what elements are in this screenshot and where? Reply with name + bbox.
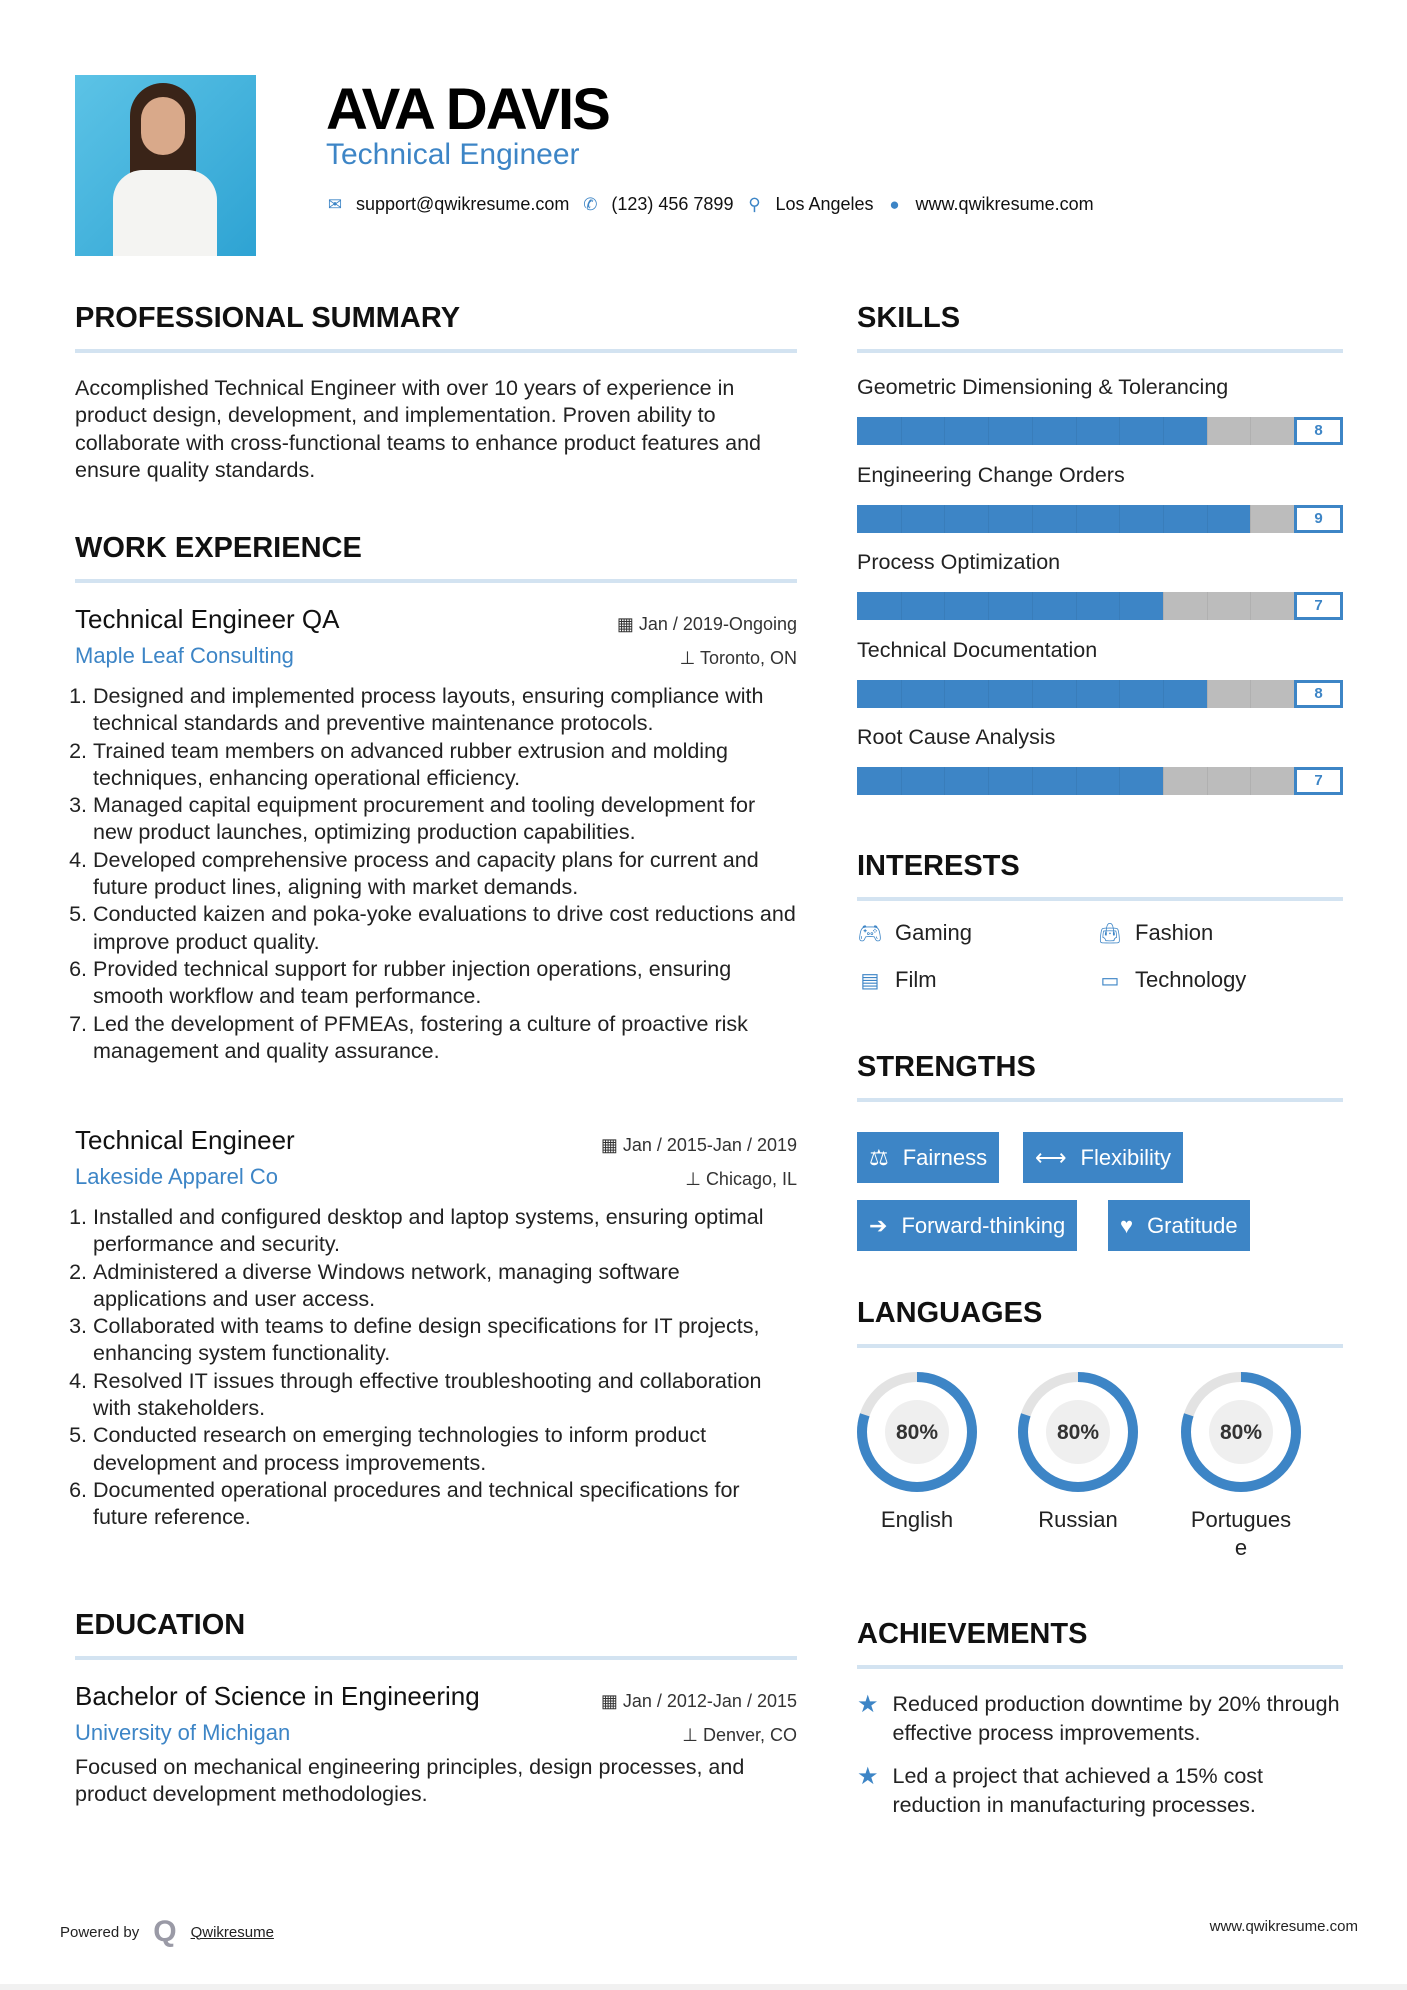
date-text: Jan / 2012-Jan / 2015 bbox=[622, 1691, 797, 1711]
skill-segment bbox=[1163, 417, 1164, 445]
interest-label: Technology bbox=[1135, 967, 1247, 992]
divider bbox=[75, 349, 797, 353]
skill-value: 7 bbox=[1294, 592, 1343, 620]
email[interactable]: support@qwikresume.com bbox=[356, 194, 570, 214]
company-name: Maple Leaf Consulting bbox=[75, 643, 294, 668]
job-location bbox=[680, 648, 797, 669]
skill-segment bbox=[901, 505, 902, 533]
skill-value: 8 bbox=[1294, 680, 1343, 708]
arrows-h-icon: ⟷ bbox=[1035, 1144, 1067, 1170]
pin-icon: ⊥ bbox=[682, 1725, 703, 1745]
skill-bar bbox=[857, 680, 1343, 708]
skill-label: Process Optimization bbox=[857, 550, 1061, 574]
responsibility-item: 5. Conducted research on emerging technologies to inform product development and process improvements. bbox=[93, 1422, 797, 1477]
skill-bar bbox=[857, 767, 1343, 795]
company-name: Lakeside Apparel Co bbox=[75, 1164, 279, 1189]
skill-segment bbox=[988, 417, 989, 445]
balance-scale-icon: ⚖ bbox=[869, 1144, 889, 1170]
responsibility-item: 2. Trained team members on advanced rubber extrusion and molding techniques, enhancing operational efficiency. bbox=[93, 738, 797, 793]
responsibility-item: 2. Administered a diverse Windows network, managing software applications and user access. bbox=[93, 1259, 797, 1314]
map-marker-icon: ⚲ bbox=[748, 194, 761, 214]
film-icon: ▤ bbox=[860, 969, 880, 992]
skill-segment bbox=[1163, 680, 1164, 708]
skill-value: 8 bbox=[1294, 417, 1343, 445]
achievement-item bbox=[857, 1690, 1343, 1748]
skill-segment bbox=[944, 767, 945, 795]
responsibility-item: 3. Managed capital equipment procurement and tooling development for new product launches, optimizing production capabilities. bbox=[93, 792, 797, 847]
language-ring bbox=[855, 1370, 979, 1494]
skill-segment bbox=[1076, 592, 1077, 620]
skill-segment bbox=[988, 680, 989, 708]
skill-segment bbox=[1207, 505, 1208, 533]
section-heading-skills: SKILLS bbox=[857, 302, 961, 334]
skill-label: Root Cause Analysis bbox=[857, 725, 1056, 749]
shopping-bag-icon: 👜︎ bbox=[1097, 922, 1123, 945]
summary-text: Accomplished Technical Engineer with over 10 years of experience in product design, development, and implementation. Proven ability to collaborate with cross-functional teams to enhance product features and ensure quality standards. bbox=[75, 376, 762, 482]
interest-label: Gaming bbox=[895, 920, 973, 945]
divider bbox=[857, 1344, 1343, 1348]
calendar-icon: ▦ bbox=[616, 614, 639, 634]
divider bbox=[857, 897, 1343, 901]
powered-by-text: Powered by bbox=[60, 1923, 140, 1941]
education-location bbox=[682, 1725, 797, 1746]
skill-segment bbox=[1032, 767, 1033, 795]
achievement-text: Reduced production downtime by 20% through effective process improvements. bbox=[892, 1692, 1340, 1745]
location: Los Angeles bbox=[775, 194, 874, 214]
section-heading-achievements: ACHIEVEMENTS bbox=[857, 1618, 1088, 1650]
location-text: Denver, CO bbox=[702, 1725, 797, 1745]
interest-technology bbox=[1097, 967, 1246, 993]
education-description: Focused on mechanical engineering principles, design processes, and product development methodologies. bbox=[75, 1755, 745, 1807]
responsibility-item: 3. Collaborated with teams to define design specifications for IT projects, enhancing system functionality. bbox=[93, 1313, 797, 1368]
brand-link[interactable]: Qwikresume bbox=[190, 1923, 274, 1941]
job-date bbox=[617, 614, 797, 635]
arrow-right-icon: ➔ bbox=[869, 1212, 888, 1238]
skill-segment bbox=[901, 680, 902, 708]
phone: (123) 456 7899 bbox=[611, 194, 734, 214]
skill-segment bbox=[1032, 592, 1033, 620]
skill-segment bbox=[1207, 417, 1208, 445]
section-heading-languages: LANGUAGES bbox=[857, 1297, 1043, 1329]
skill-segment bbox=[1250, 505, 1251, 533]
skill-segment bbox=[1032, 417, 1033, 445]
achievement-text: Led a project that achieved a 15% cost reduction in manufacturing processes. bbox=[892, 1764, 1264, 1817]
divider bbox=[857, 349, 1343, 353]
page-edge bbox=[0, 1984, 1407, 1990]
skill-bar bbox=[857, 505, 1343, 533]
calendar-icon: ▦ bbox=[600, 1691, 623, 1711]
date-text: Jan / 2019-Ongoing bbox=[638, 614, 797, 634]
job-location bbox=[685, 1169, 797, 1190]
language-percent: 80% bbox=[1219, 1421, 1263, 1444]
job-entry bbox=[75, 1125, 797, 1545]
interest-label: Film bbox=[895, 967, 937, 992]
skill-segment bbox=[1207, 680, 1208, 708]
skill-segment bbox=[1076, 505, 1077, 533]
star-icon: ★ bbox=[857, 1763, 879, 1790]
skill-segment bbox=[901, 417, 902, 445]
location-text: Toronto, ON bbox=[699, 648, 797, 668]
skill-label: Engineering Change Orders bbox=[857, 462, 1125, 487]
skill-segment bbox=[1207, 767, 1208, 795]
responsibility-item: 7. Led the development of PFMEAs, fostering a culture of proactive risk management and quality assurance. bbox=[93, 1011, 797, 1066]
degree: Bachelor of Science in Engineering bbox=[75, 1681, 480, 1711]
skill-segment bbox=[1250, 767, 1251, 795]
language-name: Russian bbox=[1038, 1507, 1118, 1532]
envelope-icon: ✉ bbox=[327, 194, 343, 214]
section-heading-interests: INTERESTS bbox=[857, 850, 1020, 882]
skill-segment bbox=[901, 592, 902, 620]
location-text: Chicago, IL bbox=[705, 1169, 797, 1189]
strength-label: Gratitude bbox=[1147, 1212, 1238, 1238]
job-title: Technical Engineer bbox=[75, 1125, 295, 1155]
pin-icon: ⊥ bbox=[679, 648, 700, 668]
pin-icon: ⊥ bbox=[685, 1169, 706, 1189]
divider bbox=[857, 1665, 1343, 1669]
footer-powered-by bbox=[60, 1915, 274, 1949]
divider bbox=[75, 579, 797, 583]
language-item bbox=[847, 1370, 987, 1534]
language-item bbox=[1008, 1370, 1148, 1534]
skill-segment bbox=[1250, 592, 1251, 620]
footer-website[interactable]: www.qwikresume.com bbox=[1209, 1918, 1358, 1935]
skill-segment bbox=[1163, 592, 1164, 620]
education-entry bbox=[75, 1681, 797, 1809]
skill-segment bbox=[1076, 680, 1077, 708]
responsibility-item: 6. Documented operational procedures and technical specifications for future reference. bbox=[93, 1477, 797, 1532]
language-percent: 80% bbox=[1056, 1421, 1100, 1444]
responsibility-list bbox=[75, 1204, 797, 1532]
strength-flexibility bbox=[1023, 1132, 1183, 1183]
strength-fairness bbox=[857, 1132, 999, 1183]
skill-segment bbox=[1032, 505, 1033, 533]
skill-segment bbox=[944, 592, 945, 620]
interest-gaming bbox=[857, 920, 972, 946]
skill-segment bbox=[1119, 417, 1120, 445]
skill-bar bbox=[857, 417, 1343, 445]
strength-label: Forward-thinking bbox=[901, 1212, 1066, 1238]
interest-film bbox=[857, 967, 937, 993]
language-ring bbox=[1016, 1370, 1140, 1494]
skill-segment bbox=[1119, 505, 1120, 533]
language-percent: 80% bbox=[895, 1421, 939, 1444]
strength-forward-thinking bbox=[857, 1200, 1077, 1251]
skill-segment bbox=[988, 767, 989, 795]
skill-segment bbox=[944, 505, 945, 533]
gamepad-icon: 🎮︎ bbox=[857, 922, 883, 945]
skill-segment bbox=[1032, 680, 1033, 708]
responsibility-item: 6. Provided technical support for rubber injection operations, ensuring smooth workflow and team performance. bbox=[93, 956, 797, 1011]
responsibility-item: 5. Conducted kaizen and poka-yoke evaluations to drive cost reductions and improve product quality. bbox=[93, 901, 797, 956]
skill-segment bbox=[1076, 417, 1077, 445]
skill-segment bbox=[988, 505, 989, 533]
job-entry bbox=[75, 604, 797, 1164]
divider bbox=[857, 1098, 1343, 1102]
skill-segment bbox=[988, 592, 989, 620]
interest-label: Fashion bbox=[1135, 920, 1214, 945]
responsibility-list bbox=[75, 683, 797, 1065]
skill-fill bbox=[857, 767, 1163, 795]
responsibility-item: 4. Developed comprehensive process and capacity plans for current and future product lines, aligning with market demands. bbox=[93, 847, 797, 902]
skill-segment bbox=[1163, 505, 1164, 533]
section-heading-summary: PROFESSIONAL SUMMARY bbox=[75, 302, 461, 334]
responsibility-item: 1. Installed and configured desktop and laptop systems, ensuring optimal performance and security. bbox=[93, 1204, 797, 1259]
website[interactable]: www.qwikresume.com bbox=[915, 194, 1094, 214]
section-heading-education: EDUCATION bbox=[75, 1609, 246, 1641]
strength-label: Fairness bbox=[902, 1144, 988, 1170]
skill-segment bbox=[1076, 767, 1077, 795]
language-name: English bbox=[880, 1507, 954, 1532]
skill-fill bbox=[857, 505, 1250, 533]
phone-icon: ✆ bbox=[583, 194, 598, 214]
skill-label: Geometric Dimensioning & Tolerancing bbox=[857, 375, 1229, 399]
achievement-item bbox=[857, 1762, 1343, 1820]
date-text: Jan / 2015-Jan / 2019 bbox=[622, 1135, 797, 1155]
skill-segment bbox=[944, 680, 945, 708]
star-icon: ★ bbox=[857, 1691, 879, 1718]
strength-label: Flexibility bbox=[1080, 1144, 1172, 1170]
language-ring bbox=[1179, 1370, 1303, 1494]
skill-segment bbox=[1250, 680, 1251, 708]
skill-segment bbox=[1119, 767, 1120, 795]
responsibility-item: 1. Designed and implemented process layouts, ensuring compliance with technical standards and preventive maintenance protocols. bbox=[93, 683, 797, 738]
qwikresume-logo-icon: Q bbox=[153, 1915, 177, 1948]
skill-value: 7 bbox=[1294, 767, 1343, 795]
job-title: Technical Engineer QA bbox=[75, 604, 340, 634]
skill-segment bbox=[1163, 767, 1164, 795]
skill-fill bbox=[857, 592, 1163, 620]
calendar-icon: ▦ bbox=[600, 1135, 623, 1155]
skills-list bbox=[857, 375, 1343, 805]
candidate-name: AVA DAVIS bbox=[326, 77, 609, 142]
language-item bbox=[1171, 1370, 1311, 1562]
divider bbox=[75, 1656, 797, 1660]
skill-segment bbox=[1119, 680, 1120, 708]
skill-value: 9 bbox=[1294, 505, 1343, 533]
globe-icon: ● bbox=[889, 194, 900, 214]
section-heading-strengths: STRENGTHS bbox=[857, 1051, 1036, 1083]
heart-icon: ♥ bbox=[1120, 1212, 1134, 1238]
skill-segment bbox=[1250, 417, 1251, 445]
contact-bar bbox=[326, 194, 1094, 215]
candidate-title: Technical Engineer bbox=[326, 138, 580, 171]
language-name: Portuguese bbox=[1190, 1507, 1292, 1560]
skill-bar bbox=[857, 592, 1343, 620]
education-date bbox=[601, 1691, 797, 1712]
skill-label: Technical Documentation bbox=[857, 637, 1098, 662]
skill-segment bbox=[901, 767, 902, 795]
school-name: University of Michigan bbox=[75, 1720, 291, 1745]
section-heading-work: WORK EXPERIENCE bbox=[75, 532, 362, 564]
responsibility-item: 4. Resolved IT issues through effective troubleshooting and collaboration with stakeholders. bbox=[93, 1368, 797, 1423]
interest-fashion bbox=[1097, 920, 1213, 946]
laptop-icon: ▭ bbox=[1100, 969, 1120, 992]
job-date bbox=[601, 1135, 797, 1156]
profile-photo bbox=[75, 75, 256, 256]
skill-segment bbox=[1207, 592, 1208, 620]
skill-segment bbox=[1119, 592, 1120, 620]
strength-gratitude bbox=[1108, 1200, 1250, 1251]
skill-segment bbox=[944, 417, 945, 445]
